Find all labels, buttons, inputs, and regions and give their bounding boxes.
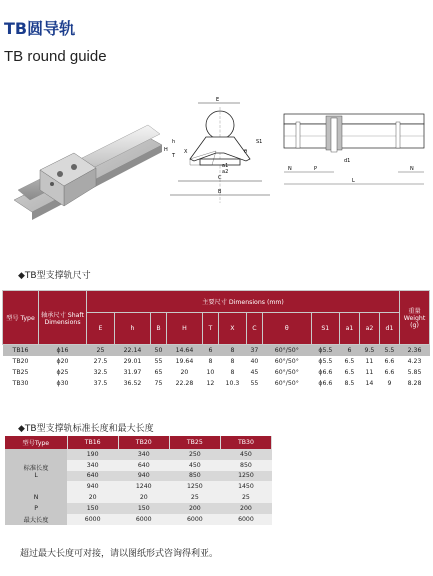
col-header-8: S1	[311, 313, 339, 345]
table-cell: 8.28	[400, 378, 430, 389]
col-header-model: 型号 Type	[3, 291, 39, 345]
table-cell: 37.5	[87, 378, 115, 389]
table-cell: ϕ5.5	[311, 345, 339, 356]
table-cell: 1450	[220, 481, 271, 492]
label-x: X	[184, 149, 188, 155]
label-p: P	[314, 166, 318, 172]
col-header-0: E	[87, 313, 115, 345]
table-row	[5, 514, 272, 525]
standard-length-label-cn: 标准长度	[23, 464, 49, 472]
table-cell: 29.01	[114, 356, 150, 367]
table-cell: 6.6	[379, 367, 399, 378]
table-cell: 6000	[118, 514, 169, 525]
table-cell: 1250	[220, 471, 271, 482]
col-header-weight: 重量 Weight (g)	[400, 291, 430, 345]
table-cell: 340	[118, 449, 169, 460]
table-cell: ϕ30	[39, 378, 87, 389]
label-h: h	[172, 139, 176, 145]
table-cell: 9.5	[359, 345, 379, 356]
dimension-section-title: ◆TB型支撑轨尺寸	[18, 271, 91, 281]
table-row	[3, 345, 430, 356]
table-cell: 50	[150, 345, 166, 356]
table-cell: 45	[246, 367, 262, 378]
table-cell: 27.5	[87, 356, 115, 367]
table-row	[5, 449, 272, 460]
table-cell: 8	[218, 367, 246, 378]
table-cell: 75	[150, 378, 166, 389]
table-cell: 25	[169, 492, 220, 503]
table-cell: 8.5	[339, 378, 359, 389]
table-cell: N	[5, 492, 67, 503]
table-cell: 最大长度	[5, 514, 67, 525]
table-cell: ϕ5.5	[311, 356, 339, 367]
table-cell: 19.64	[166, 356, 202, 367]
table-cell: ϕ6.6	[311, 378, 339, 389]
table-cell: 4.23	[400, 356, 430, 367]
length-col-header: 型号Type	[5, 436, 67, 449]
table-cell: 11	[359, 367, 379, 378]
col-header-10: a2	[359, 313, 379, 345]
table-cell: 5.85	[400, 367, 430, 378]
table-cell: 190	[67, 449, 118, 460]
table-cell: 6.5	[339, 367, 359, 378]
table-cell: 60°/50°	[262, 356, 311, 367]
table-cell: TB16	[3, 345, 39, 356]
table-cell: 8	[218, 345, 246, 356]
label-s1: S1	[256, 139, 263, 145]
table-cell: 14	[359, 378, 379, 389]
col-header-7: θ	[262, 313, 311, 345]
label-a2: a2	[222, 169, 229, 175]
table-cell: 150	[118, 503, 169, 514]
table-cell: 65	[150, 367, 166, 378]
table-cell: 10.3	[218, 378, 246, 389]
standard-length-label-l: L	[34, 471, 38, 479]
standard-length-label	[5, 449, 67, 492]
table-cell: 55	[150, 356, 166, 367]
table-cell: 6000	[169, 514, 220, 525]
table-cell: 22.14	[114, 345, 150, 356]
table-cell: 450	[169, 460, 220, 471]
table-cell: 6000	[220, 514, 271, 525]
label-e: E	[216, 97, 220, 103]
label-theta: θ	[244, 149, 248, 155]
label-n-left: N	[288, 166, 292, 172]
length-col-header: TB30	[220, 436, 271, 449]
col-header-6: C	[246, 313, 262, 345]
label-c: C	[218, 175, 222, 181]
col-header-shaft: 轴承尺寸 Shaft Dimensions	[39, 291, 87, 345]
table-cell: 640	[67, 471, 118, 482]
table-cell: 1240	[118, 481, 169, 492]
table-cell: 940	[118, 471, 169, 482]
table-cell: 20	[118, 492, 169, 503]
label-l: L	[352, 178, 355, 184]
table-row	[3, 367, 430, 378]
table-cell: 8	[202, 356, 218, 367]
length-col-header: TB20	[118, 436, 169, 449]
table-cell: 36.52	[114, 378, 150, 389]
table-cell: 8	[218, 356, 246, 367]
table-cell: 6000	[67, 514, 118, 525]
table-cell: 940	[67, 481, 118, 492]
table-cell: 640	[118, 460, 169, 471]
col-header-1: h	[114, 313, 150, 345]
table-cell: 6	[339, 345, 359, 356]
page-title-cn: TB圆导轨	[4, 19, 76, 38]
label-n-right: N	[410, 166, 414, 172]
table-cell: 850	[220, 460, 271, 471]
label-a1: a1	[222, 163, 229, 169]
table-cell: 14.64	[166, 345, 202, 356]
table-cell: P	[5, 503, 67, 514]
length-col-header: TB16	[67, 436, 118, 449]
dimension-table	[2, 290, 430, 389]
length-col-header: TB25	[169, 436, 220, 449]
table-cell: 5.5	[379, 345, 399, 356]
table-cell: 250	[169, 449, 220, 460]
product-photo	[14, 110, 164, 230]
col-header-2: B	[150, 313, 166, 345]
table-cell: ϕ25	[39, 367, 87, 378]
table-cell: 340	[67, 460, 118, 471]
table-row	[3, 356, 430, 367]
table-cell: 6.6	[379, 356, 399, 367]
col-header-4: T	[202, 313, 218, 345]
col-header-5: X	[218, 313, 246, 345]
table-cell: 200	[220, 503, 271, 514]
table-cell: TB20	[3, 356, 39, 367]
table-cell: 11	[359, 356, 379, 367]
table-cell: 200	[169, 503, 220, 514]
table-cell: 12	[202, 378, 218, 389]
table-cell: 60°/50°	[262, 367, 311, 378]
cross-section-drawing	[160, 95, 270, 205]
table-cell: 31.97	[114, 367, 150, 378]
footnote: 超过最大长度可对接，请以图纸形式咨询得利亚。	[20, 549, 219, 559]
label-b: B	[218, 189, 222, 195]
table-cell: 10	[202, 367, 218, 378]
col-header-9: a1	[339, 313, 359, 345]
table-cell: ϕ6.6	[311, 367, 339, 378]
col-header-3: H	[166, 313, 202, 345]
table-cell: 6	[202, 345, 218, 356]
side-view-drawing	[274, 100, 430, 210]
table-cell: 20	[67, 492, 118, 503]
table-cell: 1250	[169, 481, 220, 492]
table-cell: 25	[220, 492, 271, 503]
table-cell: 850	[169, 471, 220, 482]
table-cell: 2.36	[400, 345, 430, 356]
page-title-en: TB round guide	[4, 48, 107, 65]
table-cell: 60°/50°	[262, 345, 311, 356]
table-cell: TB25	[3, 367, 39, 378]
table-cell: 60°/50°	[262, 378, 311, 389]
table-cell: 55	[246, 378, 262, 389]
table-cell: TB30	[3, 378, 39, 389]
table-cell: 40	[246, 356, 262, 367]
table-row	[5, 492, 272, 503]
label-d1: d1	[344, 158, 351, 164]
label-hh: H	[164, 147, 168, 153]
table-cell: 25	[87, 345, 115, 356]
length-section-title: ◆TB型支撑轨标准长度和最大长度	[18, 424, 154, 434]
table-cell: ϕ16	[39, 345, 87, 356]
table-cell: 9	[379, 378, 399, 389]
table-row	[3, 378, 430, 389]
col-header-11: d1	[379, 313, 399, 345]
table-cell: 37	[246, 345, 262, 356]
col-header-main-dimensions: 主要尺寸 Dimensions (mm)	[87, 291, 400, 313]
table-row	[5, 503, 272, 514]
table-cell: 32.5	[87, 367, 115, 378]
label-t: T	[172, 153, 176, 159]
table-cell: ϕ20	[39, 356, 87, 367]
table-cell: 20	[166, 367, 202, 378]
table-cell: 22.28	[166, 378, 202, 389]
table-cell: 6.5	[339, 356, 359, 367]
length-table	[5, 436, 272, 525]
table-cell: 150	[67, 503, 118, 514]
table-cell: 450	[220, 449, 271, 460]
